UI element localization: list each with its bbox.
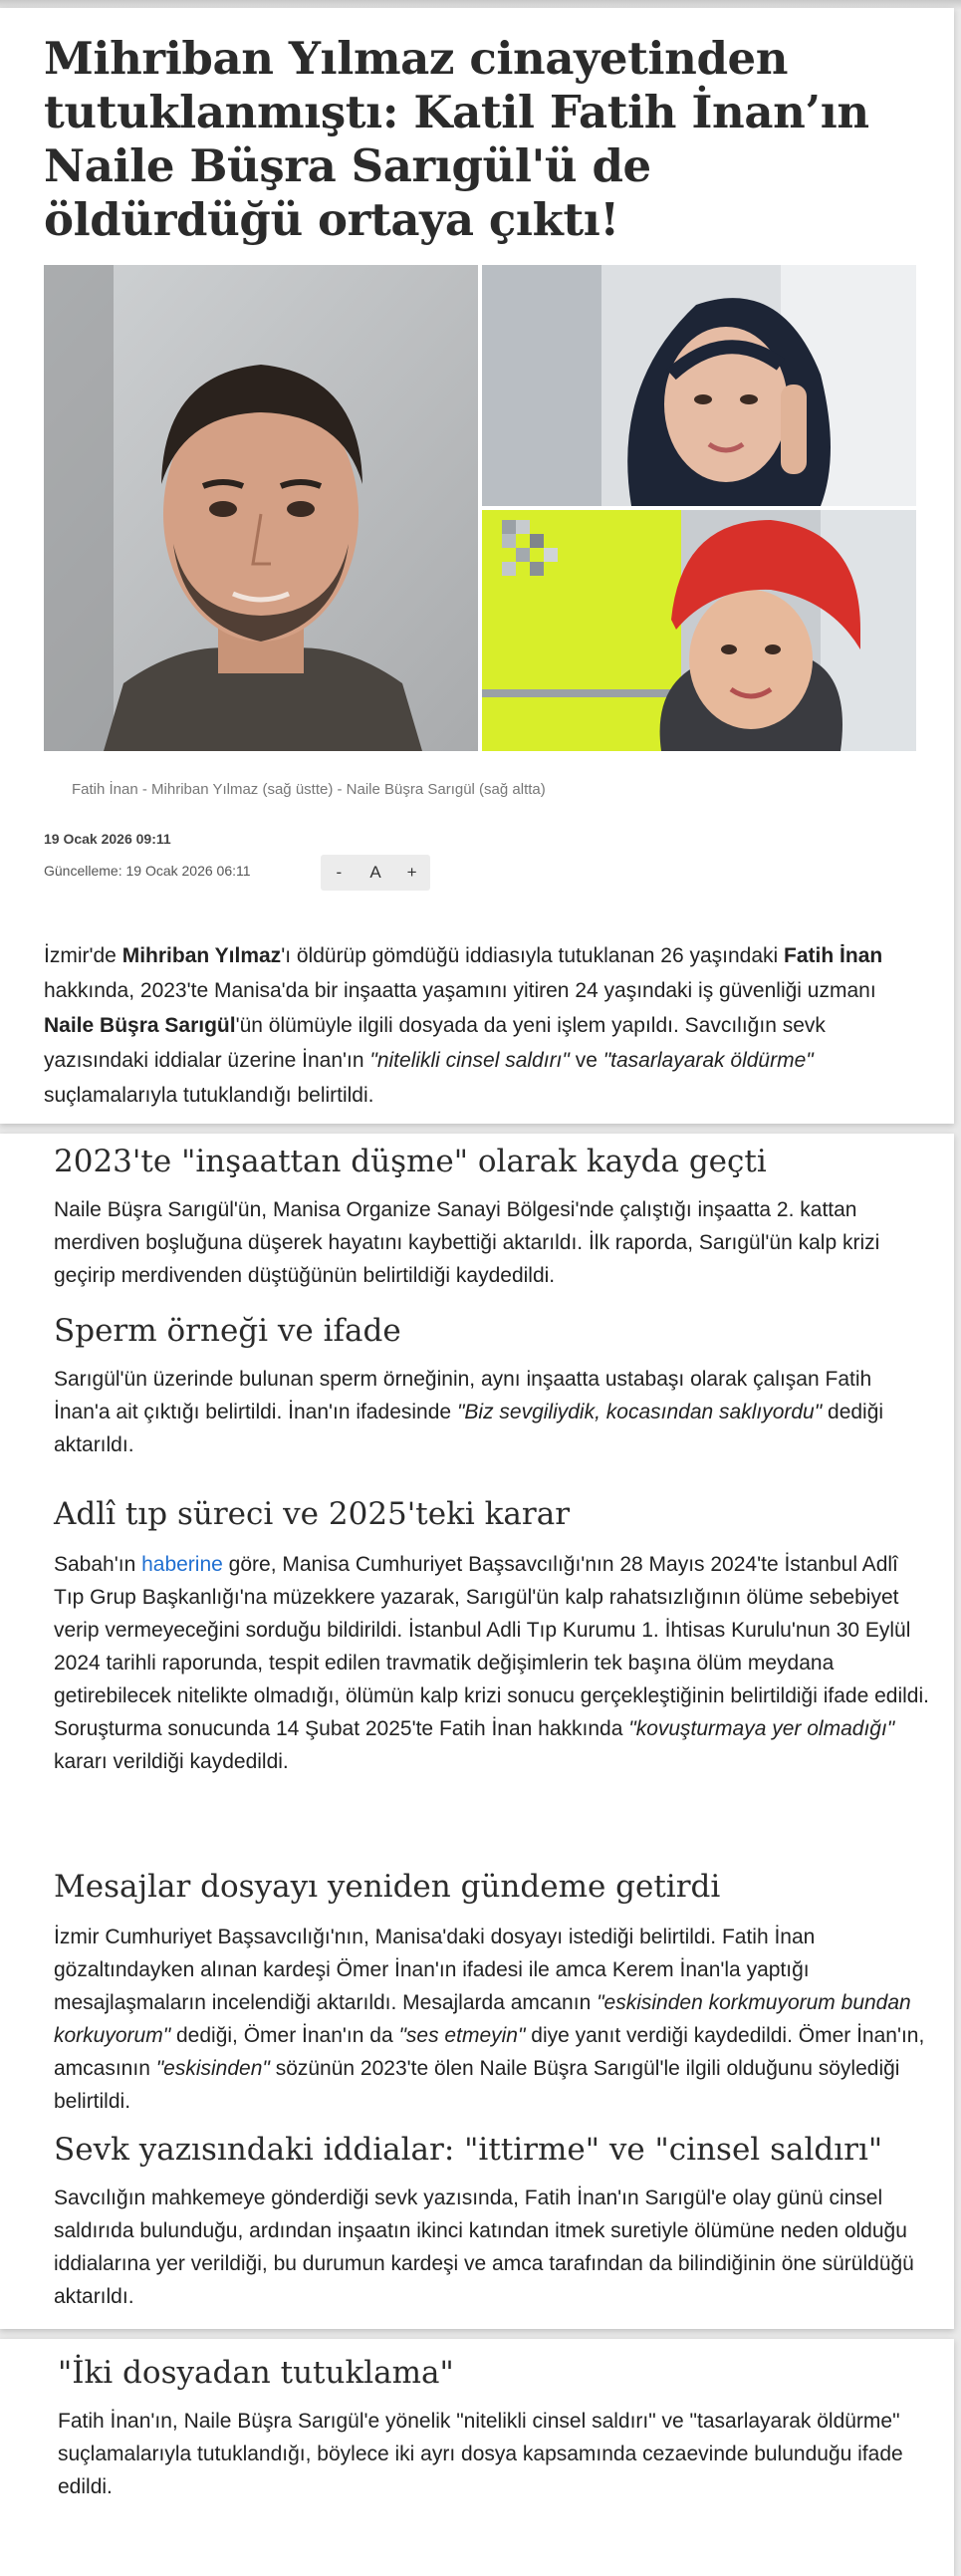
quoted-text: "tasarlayarak öldürme" <box>602 1049 814 1072</box>
bold-name: Naile Büşra Sarıgül <box>44 1014 236 1037</box>
section-paragraph: Savcılığın mahkemeye gönderdiği sevk yazısında, Fatih İnan'ın Sarıgül'e olay günü cinsel saldırıda bulunduğu, ardından inşaatın ikinci katından itmek suretiyle ölümüne neden olduğu iddialarına yer verildiği, bu durumun kardeşi ve amca tarafından da bilindiğinin öne sürüldüğü aktarıldı. <box>54 2187 914 2308</box>
quoted-text: "nitelikli cinsel saldırı" <box>369 1049 570 1072</box>
font-decrease-button[interactable]: - <box>336 863 343 882</box>
font-increase-button[interactable]: + <box>406 863 417 882</box>
article-body-card <box>0 1134 954 2329</box>
section-paragraph: Sabah'ın haberine göre, Manisa Cumhuriyet Başsavcılığı'nın 28 Mayıs 2024'te İstanbul Adlî Tıp Grup Başkanlığı'na müzekkere yazarak, Sarıgül'ün kalp rahatsızlığının ölüme sebebiyet verip vermeyeceğini sorduğu bildirildi. İstanbul Adli Tıp Kurumu 1. İhtisas Kurulu'nun 30 Eylül 2024 tarihli raporunda, tespit edilen travmatik değişimlerin tek başına ölüm meydana getirebilecek nitelikte olmadığı, ölümün kalp krizi sonucu gerçekleştiğinin belirtildiği ifade edildi. Soruşturma sonucunda 14 Şubat 2025'te Fatih İnan hakkında "kovuşturmaya yer olmadığı" kararı verildiği kaydedildi. <box>54 1553 929 1773</box>
update-date: Güncelleme: 19 Ocak 2026 06:11 <box>44 863 251 879</box>
quoted-text: "eskisinden korkmuyorum bundan korkuyorum" <box>54 1991 911 2047</box>
quoted-text: "Biz sevgiliydik, kocasından saklıyordu" <box>456 1401 823 1423</box>
section-title: Sevk yazısındaki iddialar: "ittirme" ve "cinsel saldırı" <box>54 2132 883 2168</box>
section-paragraph: Fatih İnan'ın, Naile Büşra Sarıgül'e yönelik "nitelikli cinsel saldırı" ve "tasarlayarak öldürme" suçlamalarıyla tutuklandığı, böylece iki ayrı dosya kapsamında cezaevinde bulunduğu ifade edildi. <box>58 2410 903 2498</box>
quoted-text: "kovuşturmaya yer olmadığı" <box>628 1717 895 1740</box>
section-title: Mesajlar dosyayı yeniden gündeme getirdi <box>54 1869 721 1905</box>
section-title: "İki dosyadan tutuklama" <box>58 2355 454 2391</box>
article-headline: Mihriban Yılmaz cinayetinden tutuklanmıştı: Katil Fatih İnan’ın Naile Büşra Sarıgül'ü de öldürdüğü ortaya çıktı! <box>44 32 869 246</box>
article-lead: İzmir'de Mihriban Yılmaz'ı öldürüp gömdüğü iddiasıyla tutuklanan 26 yaşındaki Fatih İnan hakkında, 2023'te Manisa'da bir inşaatta yaşamını yitiren 24 yaşındaki iş güvenliği uzmanı Naile Büşra Sarıgül'ün ölümüyle ilgili dosyada da yeni işlem yapıldı. Savcılığın sevk yazısındaki iddialar üzerine İnan'ın "nitelikli cinsel saldırı" ve "tasarlayarak öldürme" suçlamalarıyla tutuklandığı belirtildi. <box>44 944 883 1107</box>
section-paragraph: Naile Büşra Sarıgül'ün, Manisa Organize Sanayi Bölgesi'nde çalıştığı inşaatta 2. kattan merdiven boşluğuna düşerek hayatını kaybettiği aktarıldı. İlk raporda, Sarıgül'ün kalp krizi geçirip merdivenden düştüğünün belirtildiği kaydedildi. <box>54 1198 880 1287</box>
section-paragraph: Sarıgül'ün üzerinde bulunan sperm örneğinin, aynı inşaatta ustabaşı olarak çalışan Fatih İnan'a ait çıktığı belirtildi. İnan'ın ifadesinde "Biz sevgiliydik, kocasından saklıyordu" dediği aktarıldı. <box>54 1368 884 1456</box>
photo-fatih-inan <box>44 265 478 751</box>
photo-mihriban-yilmaz <box>482 265 916 506</box>
section-title: Adlî tıp süreci ve 2025'teki karar <box>54 1496 571 1532</box>
quoted-text: "ses etmeyin" <box>398 2024 526 2047</box>
image-caption: Fatih İnan - Mihriban Yılmaz (sağ üstte) - Naile Büşra Sarıgül (sağ altta) <box>72 781 546 798</box>
publish-date: 19 Ocak 2026 09:11 <box>44 831 171 847</box>
quoted-text: "eskisinden" <box>155 2057 270 2080</box>
font-default-button[interactable]: A <box>369 863 381 882</box>
article-footer-card <box>0 2339 954 2576</box>
section-paragraph: İzmir Cumhuriyet Başsavcılığı'nın, Manisa'daki dosyayı istediği belirtildi. Fatih İnan gözaltındayken alınan kardeşi Ömer İnan'ın ifadesi ile amca Kerem İnan'la yaptığı mesajlaşmaların incelendiği aktarıldı. Mesajlarda amcanın "eskisinden korkmuyorum bundan korkuyorum" dediği, Ömer İnan'ın da "ses etmeyin" diye yanıt verdiği kaydedildi. Ömer İnan'ın, amcasının "eskisinden" sözünün 2023'te ölen Naile Büşra Sarıgül'le ilgili olduğunu söylediği belirtildi. <box>54 1926 925 2113</box>
section-title: 2023'te "inşaattan düşme" olarak kayda geçti <box>54 1144 767 1179</box>
bold-name: Mihriban Yılmaz <box>121 944 282 967</box>
section-title: Sperm örneği ve ifade <box>54 1313 401 1349</box>
photo-naile-busra-sarigul <box>482 510 916 751</box>
font-size-controls <box>321 855 430 891</box>
bold-name: Fatih İnan <box>784 944 883 967</box>
source-link[interactable]: haberine <box>141 1553 223 1576</box>
article-card <box>0 8 954 1124</box>
